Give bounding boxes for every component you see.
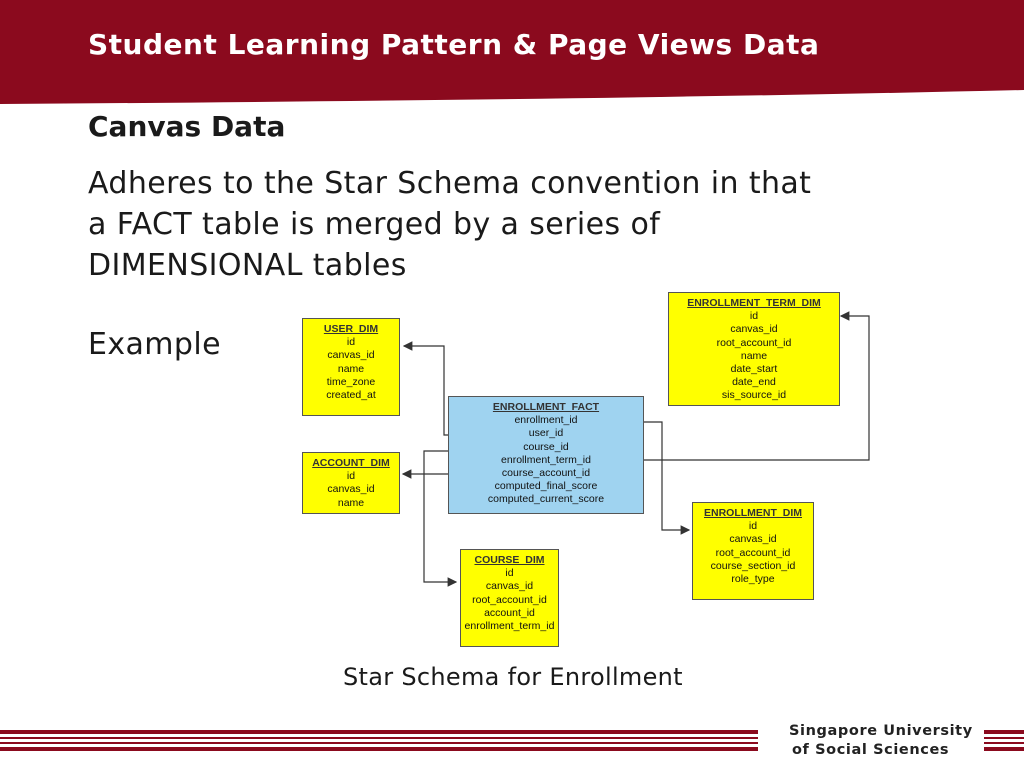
table-field: root_account_id <box>472 593 547 606</box>
table-name: ENROLLMENT_DIM <box>704 507 802 519</box>
table-field: time_zone <box>326 375 376 388</box>
table-field: name <box>740 349 768 362</box>
table-field: user_id <box>528 427 564 440</box>
table-field: computed_current_score <box>487 493 605 506</box>
table-field: enrollment_term_id <box>501 453 591 466</box>
table-name: ENROLLMENT_FACT <box>492 401 600 413</box>
course-dim-table <box>460 549 559 647</box>
user-dim-table <box>302 318 400 416</box>
diagram-caption: Star Schema for Enrollment <box>343 663 683 691</box>
description-line: DIMENSIONAL tables <box>88 248 407 283</box>
table-field: account_id <box>484 606 535 619</box>
table-field: computed_final_score <box>494 480 598 493</box>
table-field: canvas_id <box>485 580 534 593</box>
table-field: id <box>346 470 356 483</box>
table-field: root_account_id <box>716 336 792 349</box>
enrollment-dim-table <box>692 502 814 600</box>
table-field: id <box>748 520 758 533</box>
table-field: date_end <box>732 376 776 389</box>
table-field: role_type <box>731 573 775 586</box>
table-field: sis_source_id <box>721 389 787 402</box>
table-field: enrollment_term_id <box>464 620 555 633</box>
example-label: Example <box>88 327 221 362</box>
table-field: root_account_id <box>715 546 791 559</box>
table-field: course_id <box>523 440 569 453</box>
account-dim-table <box>302 452 400 514</box>
enrollment-fact-table <box>448 396 644 514</box>
logo-line: of Social Sciences <box>792 742 950 758</box>
table-field: canvas_id <box>729 533 777 546</box>
description-line: a FACT table is merged by a series of <box>88 207 661 242</box>
table-field: canvas_id <box>730 323 778 336</box>
table-field: canvas_id <box>327 483 375 496</box>
table-field: created_at <box>326 389 376 402</box>
table-name: ENROLLMENT_TERM_DIM <box>687 297 821 309</box>
table-field: course_section_id <box>710 559 796 572</box>
table-field: id <box>749 310 759 323</box>
slide-title: Student Learning Pattern & Page Views Data <box>88 28 820 61</box>
table-field: enrollment_id <box>514 414 578 427</box>
university-logo <box>789 722 973 760</box>
table-name: USER_DIM <box>323 323 379 335</box>
table-field: date_start <box>730 363 778 376</box>
subheading: Canvas Data <box>88 110 286 143</box>
table-name: COURSE_DIM <box>474 554 545 566</box>
table-field: name <box>337 362 365 375</box>
enrollment-term-dim-table <box>668 292 840 406</box>
description <box>88 163 878 286</box>
table-field: name <box>337 496 365 509</box>
description-line: Adheres to the Star Schema convention in that <box>88 166 812 201</box>
table-field: id <box>346 336 356 349</box>
table-name: ACCOUNT_DIM <box>312 457 390 469</box>
logo-line: Singapore University <box>789 723 973 739</box>
table-field: canvas_id <box>327 349 375 362</box>
table-field: id <box>505 567 514 580</box>
table-field: course_account_id <box>501 467 591 480</box>
